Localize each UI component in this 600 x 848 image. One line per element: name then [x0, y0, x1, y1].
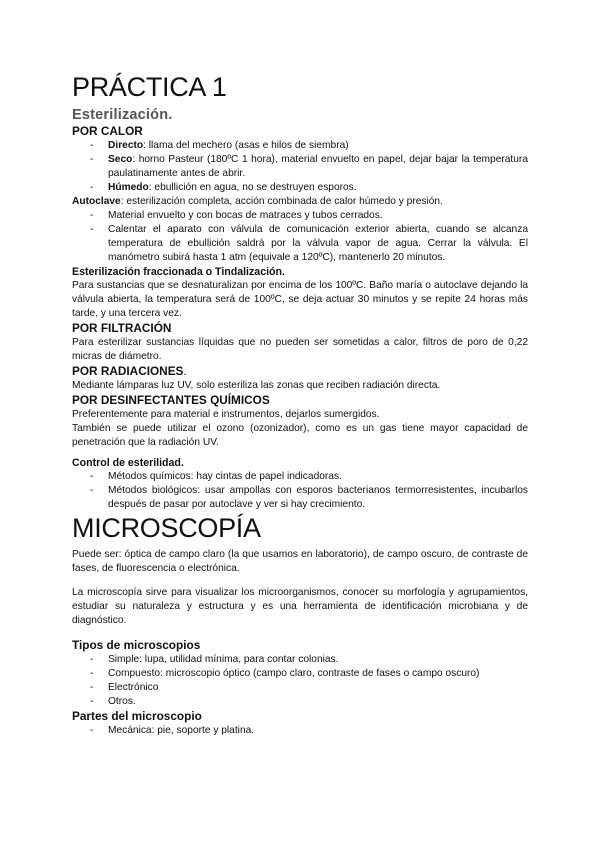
microscopia-paragraph-1: Puede ser: óptica de campo claro (la que usamos en laboratorio), de campo oscuro, de contraste de fases, de fluorescencia o electrónica. [72, 549, 528, 574]
page-content [72, 72, 528, 738]
por-desinfectantes-heading: POR DESINFECTANTES QUÍMICOS [72, 393, 270, 407]
list-item: - Otros. [90, 696, 136, 707]
microscopia-paragraph-2: La microscopía sirve para visualizar los microorganismos, conocer su morfología y agrupamientos, estudiar su naturaleza y estructura y es una herramienta de identificación microbiana y de diagnóstico. [72, 587, 528, 626]
list-item: - Simple: lupa, utilidad mínima, para contar colonias. [90, 654, 339, 665]
desinfectantes-text-2: También se puede utilizar el ozono (ozonizador), como es un gas tiene mayor capacidad de penetración que la radiación UV. [72, 423, 528, 448]
list-item: - Electrónico [90, 682, 159, 693]
list-item: - Métodos químicos: hay cintas de papel indicadoras. [90, 471, 342, 482]
list-item: - Seco: horno Pasteur (180ºC 1 hora), material envuelto en papel, dejar bajar la temperatura paulatinamente antes de abrir. [90, 154, 528, 179]
list-item: - Mecánica: pie, soporte y platina. [90, 725, 255, 736]
list-item: - Húmedo: ebullición en agua, no se destruyen esporos. [90, 182, 357, 193]
por-filtracion-heading: POR FILTRACIÓN [72, 321, 172, 335]
por-calor-heading: POR CALOR [72, 124, 143, 138]
autoclave-paragraph: Autoclave: esterilización completa, acción combinada de calor húmedo y presión. [72, 196, 443, 207]
list-item: - Material envuelto y con bocas de matraces y tubos cerrados. [90, 210, 383, 221]
list-item: - Métodos biológicos: usar ampollas con esporos bacterianos termorresistentes, incubarlos después de pasar por autoclave y ver si hay crecimiento. [90, 485, 528, 510]
por-radiaciones-heading: POR RADIACIONES. [72, 364, 187, 378]
esterilizacion-subtitle: Esterilización. [72, 107, 173, 123]
practica-title: PRÁCTICA 1 [72, 72, 227, 102]
list-item: - Compuesto: microscopio óptico (campo claro, contraste de fases o campo oscuro) [90, 668, 480, 679]
list-item: - Directo: llama del mechero (asas e hilos de siembra) [90, 140, 349, 151]
partes-microscopio-heading: Partes del microscopio [72, 709, 202, 723]
microscopia-title: MICROSCOPÍA [72, 513, 261, 543]
tindalizacion-text: Para sustancias que se desnaturalizan por encima de los 100ºC. Baño maría o autoclave dejando la válvula abierta, la temperatura será de 100ºC, se deja actuar 30 minutos y se repite 24 horas más tarde, y una tercera vez. [72, 280, 528, 319]
calor-list [72, 139, 528, 195]
partes-list [72, 724, 528, 738]
autoclave-list [72, 209, 528, 265]
list-item: - Calentar el aparato con válvula de comunicación exterior abierta, cuando se alcanza temperatura de ebullición saldrá por la válvula vapor de agua. Cerrar la válvula. El manómetro subirá hasta 1 atm (equivale a 120ºC), mantenerlo 20 minutos. [90, 224, 528, 263]
control-list [72, 470, 528, 512]
tindalizacion-heading: Esterilización fraccionada o Tindalización. [72, 266, 285, 278]
filtracion-text: Para esterilizar sustancias líquidas que no pueden ser sometidas a calor, filtros de poro de 0,22 micras de diámetro. [72, 337, 528, 362]
desinfectantes-text-1: Preferentemente para material e instrumentos, dejarlos sumergidos. [72, 409, 380, 420]
tipos-microscopios-heading: Tipos de microscopios [72, 638, 201, 652]
radiaciones-text: Mediante lámparas luz UV, solo esteriliza las zonas que reciben radiación directa. [72, 380, 441, 391]
tipos-list [72, 653, 528, 709]
control-esterilidad-heading: Control de esterilidad. [72, 457, 184, 469]
